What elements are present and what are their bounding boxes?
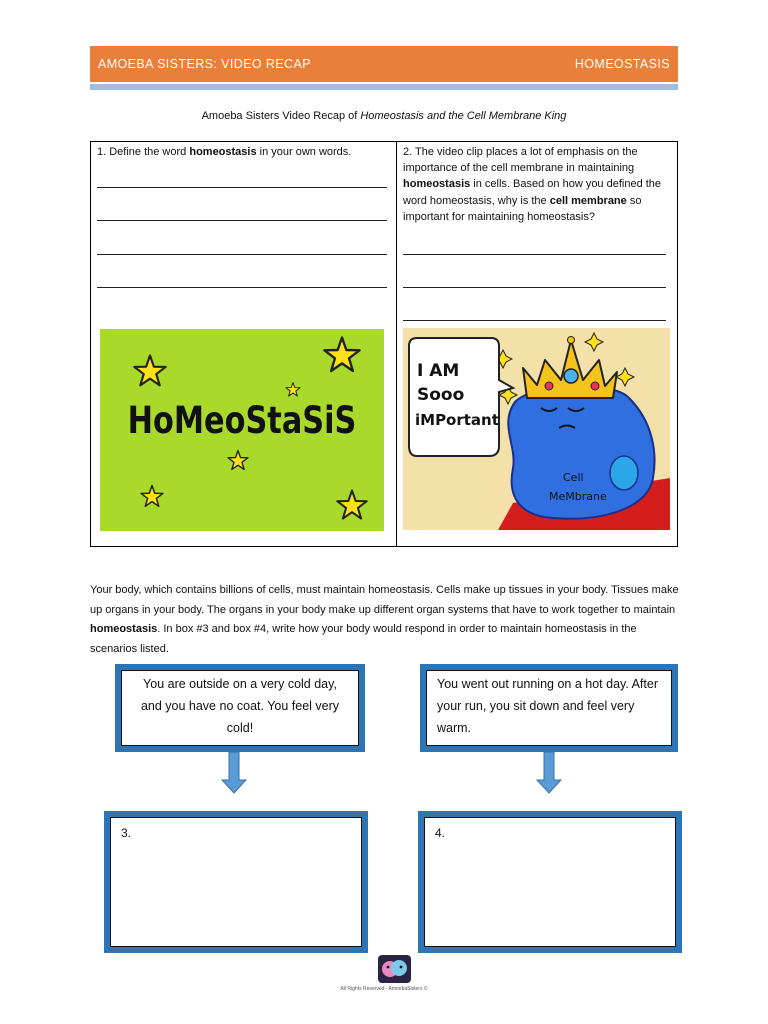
worksheet-subtitle <box>90 110 678 122</box>
membrane-label-2: MeMbrane <box>549 490 607 503</box>
question-2 <box>403 144 673 225</box>
box-4-label: 4. <box>435 826 446 840</box>
box-3-label: 3. <box>121 826 132 840</box>
q2-text: so important for maintaining homeostasis? <box>403 194 642 223</box>
q1-answer-line[interactable] <box>97 254 387 255</box>
homeostasis-word-art: HoMeoStaSiS <box>127 399 357 442</box>
down-arrow-icon <box>536 752 562 794</box>
cell-membrane-king-illustration <box>403 328 670 530</box>
header-right-title: HOMEOSTASIS <box>574 57 670 71</box>
subtitle-prefix: Amoeba Sisters Video Recap of <box>201 110 361 122</box>
subtitle-video-title: Homeostasis and the Cell Membrane King <box>360 110 567 122</box>
q1-answer-line[interactable] <box>97 220 387 221</box>
header-rule <box>90 84 678 90</box>
paragraph-keyword: homeostasis <box>90 623 158 635</box>
paragraph-text: Your body, which contains billions of cells, must maintain homeostasis. Cells make up tissues in your body. Tissues make up organs in your body. The organs in your body make up different organ systems that have to work together to maintain <box>90 584 679 616</box>
amoeba-sisters-logo <box>378 955 411 983</box>
scenario-cold-box <box>115 664 365 752</box>
answer-box-4[interactable] <box>418 811 682 953</box>
amoeba-logo-icon <box>378 955 411 983</box>
scenario-hot-box <box>420 664 678 752</box>
instruction-paragraph <box>90 581 680 659</box>
homeostasis-illustration <box>100 329 384 531</box>
paragraph-text-end: . In box #3 and box #4, write how your body would respond in order to maintain homeostasis in the scenarios listed. <box>90 623 637 655</box>
q2-keyword-cell-membrane: cell membrane <box>549 194 627 207</box>
question-1 <box>97 144 387 160</box>
scenario-hot-text: You went out running on a hot day. After your run, you sit down and feel very warm. <box>426 670 672 746</box>
q2-text: in cells. Based on how you defined the word homeostasis, why is the <box>403 178 662 207</box>
q1-keyword: homeostasis <box>189 146 257 158</box>
answer-box-3-area[interactable] <box>110 817 362 947</box>
speech-line-3: iMPortant <box>415 411 499 429</box>
answer-box-3[interactable] <box>104 811 368 953</box>
q1-answer-line[interactable] <box>97 187 387 188</box>
q1-text: 1. Define the word <box>97 146 190 158</box>
footer-copyright: All Rights Reserved - AmoebaSisters © <box>340 986 428 992</box>
q2-text: 2. The video clip places a lot of emphasis on the importance of the cell membrane in maintaining <box>403 146 638 175</box>
header-left-title: AMOEBA SISTERS: VIDEO RECAP <box>98 57 311 71</box>
cell-membrane-king-icon <box>403 328 670 530</box>
q2-answer-line[interactable] <box>403 320 666 321</box>
speech-line-2: Sooo <box>417 385 465 405</box>
q1-answer-line[interactable] <box>97 287 387 288</box>
q2-answer-line[interactable] <box>403 254 666 255</box>
answer-box-4-area[interactable] <box>424 817 676 947</box>
header-banner <box>90 46 678 82</box>
q2-answer-line[interactable] <box>403 287 666 288</box>
speech-line-1: I AM <box>417 361 460 381</box>
table-divider <box>396 141 397 547</box>
down-arrow-icon <box>221 752 247 794</box>
scenario-cold-text: You are outside on a very cold day, and you have no coat. You feel very cold! <box>121 670 359 746</box>
q2-keyword-homeostasis: homeostasis <box>403 178 471 191</box>
membrane-label-1: Cell <box>563 471 584 484</box>
q1-text-end: in your own words. <box>256 146 352 158</box>
